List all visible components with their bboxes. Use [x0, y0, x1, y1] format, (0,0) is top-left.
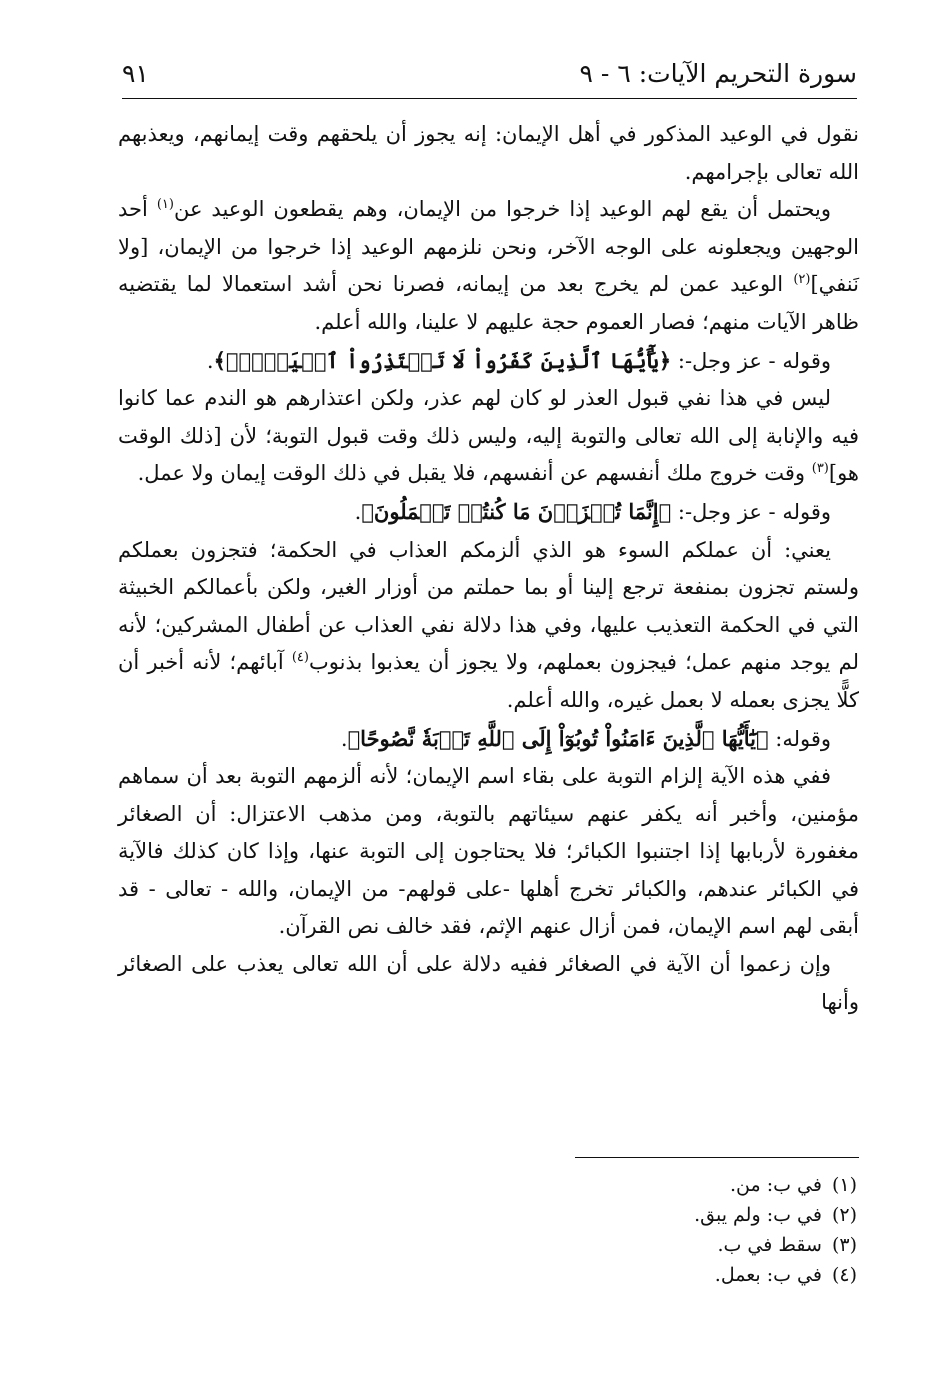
- paragraph-5-intro: وقوله - عز وجل-:: [671, 499, 831, 524]
- footnote-3-number: (٣): [831, 1234, 857, 1256]
- footnote-4: [400, 1260, 857, 1290]
- paragraph-5-end: .: [354, 499, 362, 524]
- running-title: سورة التحريم الآيات: ٦ - ٩: [579, 59, 857, 88]
- page-header: [122, 56, 857, 96]
- footnote-1: [400, 1170, 857, 1200]
- footnote-1-text: في ب: من.: [729, 1174, 822, 1196]
- paragraph-7-end: .: [340, 726, 348, 751]
- footnote-2-number: (٢): [831, 1204, 857, 1226]
- paragraph-9-text: وإن زعموا أن الآية في الصغائر ففيه دلالة على أن الله تعالى يعذب على الصغائر وأنها: [118, 952, 859, 1014]
- footnote-divider: [575, 1157, 859, 1158]
- header-divider: [122, 98, 857, 99]
- footnote-ref-3[interactable]: (٣): [811, 461, 829, 477]
- footnote-3: [400, 1230, 857, 1260]
- paragraph-1: [118, 116, 859, 191]
- paragraph-9: [118, 946, 859, 1021]
- paragraph-5: [118, 493, 859, 532]
- footnote-ref-1[interactable]: (١): [156, 197, 174, 213]
- paragraph-2-text-c: الوعيد عمن لم يخرج بعد من إيمانه، فصرنا نحن أشد استعمالا لما يقتضيه ظاهر الآيات منهم؛ فصار العموم حجة عليهم لا علينا، والله أعلم.: [118, 272, 859, 334]
- paragraph-3-intro: وقوله - عز وجل-:: [671, 348, 831, 373]
- paragraph-4: [118, 380, 859, 493]
- quran-verse-3: ﴿يَٰٓأَيُّهَا ٱلَّذِينَ ءَامَنُواْ تُوبُوٓاْ إِلَى ٱللَّهِ تَوۡبَةٗ نَّصُوحًا﴾: [347, 725, 769, 751]
- page-number: ٩١: [122, 59, 149, 88]
- footnote-4-number: (٤): [831, 1264, 857, 1286]
- paragraph-6: [118, 532, 859, 720]
- paragraph-8-text: ففي هذه الآية إلزام التوبة على بقاء اسم الإيمان؛ لأنه ألزمهم التوبة بعد أن سماهم مؤمنين، وأخبر أنه يكفر عنهم سيئاتهم بالتوبة، ومن مذهب الاعتزال: أن الصغائر مغفورة لأربابها إذا اجتنبوا الكبائر؛ فلا يحتاجون إلى التوبة عنها، وإذا كان كذلك فالآية في الكبائر عندهم، والكبائر تخرج أهلها -على قولهم- من الإيمان، والله - تعالى - قد أبقى لهم اسم الإيمان، فمن أزال عنهم الإثم، فقد خالف نص القرآن.: [118, 764, 859, 939]
- footnote-1-number: (١): [831, 1174, 857, 1196]
- paragraph-2-text-b: أحد الوجهين ويجعلونه على الوجه الآخر، ونحن نلزمهم الوعيد إذا خرجوا من الإيمان، [ولا نَنفي]: [118, 197, 859, 297]
- footnote-2-text: في ب: ولم يبق.: [694, 1204, 822, 1226]
- quran-verse-2: ﴿إِنَّمَا تُجۡزَوۡنَ مَا كُنتُمۡ تَعۡمَلُونَ﴾: [361, 498, 672, 524]
- paragraph-4-text-b: وقت خروج ملك أنفسهم عن أنفسهم، فلا يقبل في ذلك الوقت إيمان ولا عمل.: [137, 461, 812, 486]
- paragraph-1-text: نقول في الوعيد المذكور في أهل الإيمان: إنه يجوز أن يلحقهم وقت إيمانهم، ويعذبهم الله تعالى بإجرامهم.: [118, 122, 859, 184]
- paragraph-7-intro: وقوله:: [768, 726, 831, 751]
- paragraph-6-text-a: يعني: أن عملكم السوء هو الذي ألزمكم العذاب في الحكمة؛ فتجزون بعملكم ولستم تجزون بمنفعة ترجع إلينا أو بما حملتم من أوزار الغير، ولكن بأعمالكم الخبيثة التي في الحكمة التعذيب عليها، وفي هذا دلالة نفي العذاب عن أطفال المشركين؛ لأنه لم يوجد منهم عمل؛ فيجزون بعملهم، ولا يجوز أن يعذبوا بذنوب: [118, 537, 860, 675]
- footnote-4-text: في ب: بعمل.: [714, 1264, 822, 1286]
- paragraph-6-text-b: آبائهم؛ لأنه أخبر أن كلًّا يجزى بعمله لا بعمل غيره، والله أعلم.: [118, 650, 859, 712]
- paragraph-2: [118, 191, 859, 341]
- paragraph-7: [118, 720, 859, 759]
- footnote-3-text: سقط في ب.: [717, 1234, 822, 1256]
- footnote-2: [400, 1200, 857, 1230]
- paragraph-4-text-a: ليس في هذا نفي قبول العذر لو كان لهم عذر، ولكن اعتذارهم هو الندم عما كانوا فيه والإنابة إلى الله تعالى والتوبة إليه، وليس ذلك وقت قبول التوبة؛ لأن [ذلك الوقت هو]: [118, 386, 859, 486]
- footnotes: [400, 1170, 857, 1290]
- footnote-ref-4[interactable]: (٤): [291, 650, 309, 666]
- quran-verse-1: ﴿يَٰٓأَيُّهَا ٱلَّذِينَ كَفَرُواْ لَا تَعۡتَذِرُواْ ٱلۡيَوۡمَۖ﴾: [213, 347, 672, 373]
- paragraph-8: [118, 758, 859, 946]
- paragraph-3: [118, 342, 859, 381]
- paragraph-2-text-a: ويحتمل أن يقع لهم الوعيد إذا خرجوا من الإيمان، وهم يقطعون الوعيد عن: [173, 197, 831, 222]
- paragraph-3-end: .: [206, 348, 214, 373]
- footnote-ref-2[interactable]: (٢): [793, 272, 811, 288]
- main-text: [118, 116, 859, 1021]
